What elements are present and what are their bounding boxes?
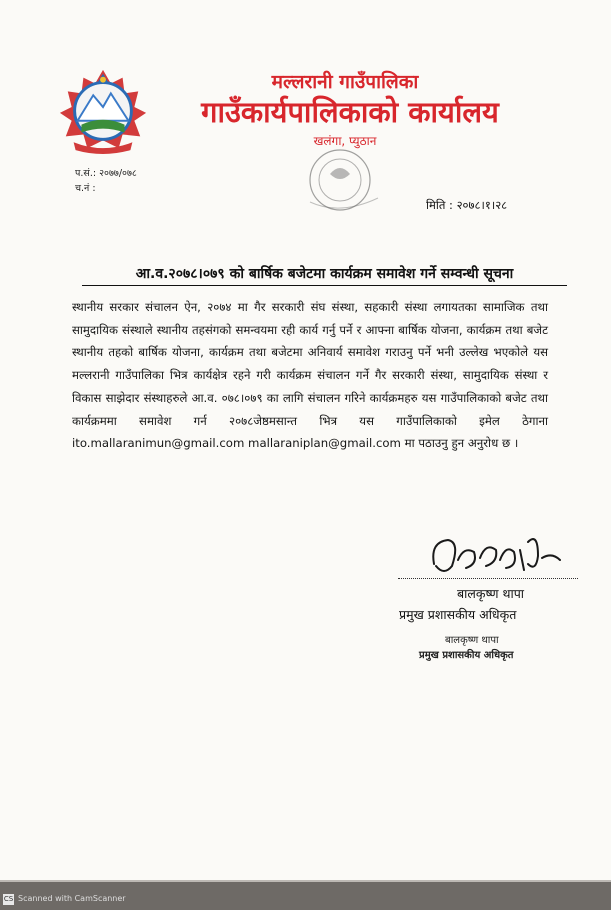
handwritten-signature (420, 520, 570, 592)
signatory-name: बालकृष्ण थापा (457, 586, 525, 601)
letter-date: मिति : २०७८।१।२८ (426, 198, 508, 212)
notice-body: स्थानीय सरकार संचालन ऐन, २०७४ मा गैर सरकारी संघ संस्था, सहकारी संस्था लगायतका सामाजिक तथा सामुदायिक संस्थाले स्थानीय तहसंगको समन्वयमा रही कार्य गर्नु पर्ने र आफ्ना बार्षिक योजना, कार्यक्रम तथा बजेट स्थानीय तहको बार्षिक योजना, कार्यक्रम तथा बजेटमा अनिवार्य समावेश गराउनु पर्ने भनी उल्लेख भएकोले यस मल्लरानी गाउँपालिका भित्र कार्यक्षेत्र रहने गरी कार्यक्रम संचालन गर्ने गैर सरकारी संस्था, सामुदायिक संस्था र विकास साझेदार संस्थाहरुले आ.व. ०७८।०७९ का लागि संचालन गरिने कार्यक्रमहरु यस गाउँपालिकाको बजेट तथा कार्यक्रममा समावेश गर्न २०७८जेष्ठमसान्त भित्र यस गाउँपालिकाको इमेल ठेगाना ito.mallaranimun@gmail.com mallaraniplan@gmail.com मा पठाउनु हुन अनुरोध छ । (72, 300, 548, 451)
office-seal-stamp (290, 140, 400, 220)
nepal-emblem-icon (54, 62, 152, 156)
office-name: गाउँकार्यपालिकाको कार्यालय (201, 95, 499, 129)
office-address: खलंगा, प्युठान (313, 134, 377, 148)
signature-line (398, 578, 578, 579)
signatory-title: प्रमुख प्रशासकीय अधिकृत (399, 607, 517, 622)
notice-subject: आ.व.२०७८।०७९ को बार्षिक बजेटमा कार्यक्रम समावेश गर्ने सम्वन्धी सूचना (82, 264, 567, 286)
page-edge-shadow (0, 880, 611, 882)
scanner-footer (0, 890, 611, 910)
municipality-name: मल्लरानी गाउँपालिका (271, 71, 419, 93)
camscanner-icon: CS (3, 895, 14, 903)
dispatch-number: च.नं : (75, 183, 96, 194)
reference-number: प.सं.: २०७७/०७८ (75, 168, 137, 179)
stamp-name: बालकृष्ण थापा (445, 635, 499, 646)
stamp-title: प्रमुख प्रशासकीय अधिकृत (419, 650, 514, 661)
scanner-watermark: Scanned with CamScanner (18, 894, 126, 903)
